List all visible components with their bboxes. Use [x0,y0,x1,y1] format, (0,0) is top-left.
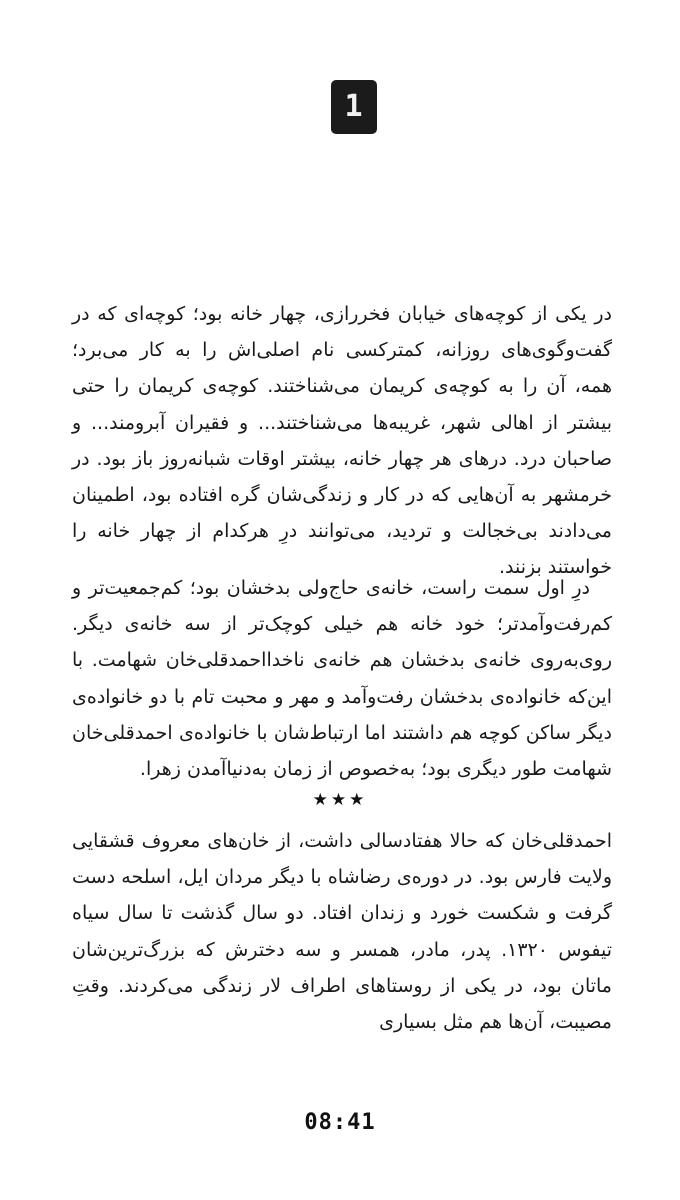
chapter-number-badge [333,82,375,132]
chapter-number: 1 [344,89,364,124]
page-number: 08:41 [304,1110,376,1135]
paragraph-1 [72,296,612,586]
paragraph-3 [72,823,612,1040]
section-separator: ★★★ [312,790,368,810]
paragraph-text: احمدقلی‌خان که حالا هفتادسالی داشت، از خان‌های معروف قشقایی ولایت فارس بود. در دوره‌ی رضاشاه با دیگر مردان ایل، اسلحه دست گرفت و شکست خورد و زندان افتاد. دو سال گذشت تا سال سیاه تیفوس ۱۳۲۰. پدر، مادر، همسر و سه دخترش که بزرگ‌ترین‌شان ماتان بود، در یکی از روستاهای اطراف لار زندگی می‌کردند. وقتِ مصیبت، آن‌ها هم مثل بسیاری [72,830,612,1034]
paragraph-text: در یکی از کوچه‌های خیابان فخررازی، چهار خانه بود؛ کوچه‌ای که در گفت‌وگوی‌های روزانه، کمترکسی نام اصلی‌اش را به کار می‌برد؛ همه، آن را به کوچه‌ی کریمان می‌شناختند. کوچه‌ی کریمان را حتی بیشتر از اهالی شهر، غریبه‌ها می‌شناختند... و فقیران آبرومند... و صاحبان درد. درهای هر چهار خانه، بیشتر اوقات شبانه‌روز باز بود. در خرمشهر به آن‌هایی که در کار و زندگی‌شان گره افتاده بود، اطمینان می‌دادند بی‌خجالت و تردید، می‌توانند درِ هرکدام از چهار خانه را خواستند بزنند. [72,303,612,579]
paragraph-text: درِ اول سمت راست، خانه‌ی حاج‌ولی بدخشان بود؛ کم‌جمعیت‌تر و کم‌رفت‌وآمدتر؛ خود خانه هم خیلی کوچک‌تر از سه خانه‌ی دیگر. روی‌به‌روی خانه‌ی بدخشان هم خانه‌ی ناخدااحمدقلی‌خان شهامت. با این‌که خانواده‌ی بدخشان رفت‌وآمد و مهر و محبت تام با دو خانواده‌ی دیگر ساکن کوچه هم داشتند اما ارتباط‌شان با خانواده‌ی احمدقلی‌خان شهامت طور دیگری بود؛ به‌خصوص از زمان به‌دنیاآمدن زهرا. [72,577,612,781]
paragraph-2 [72,570,612,787]
